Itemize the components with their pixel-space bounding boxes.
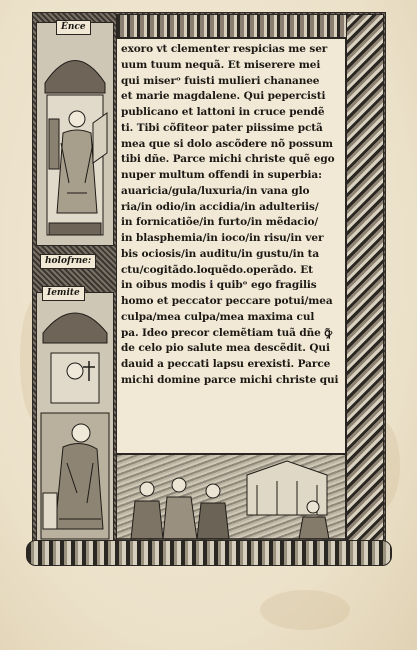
text-line: homo et peccator peccare potui/mea (121, 295, 333, 307)
gothic-text-block (116, 38, 346, 454)
text-line: ti. Tibi cõfiteor pater piissime pctã (121, 121, 323, 134)
bottom-scene-woodcut (116, 454, 346, 544)
text-line: michi domine parce michi christe qui (121, 373, 339, 386)
text-line: dauid a peccati lapsu erexisti. Parce (121, 358, 331, 370)
paper-stain (260, 590, 350, 630)
text-line: mea que si dolo ascõdere nõ possum (121, 137, 333, 150)
right-vine-border (346, 14, 384, 544)
text-line: publicano et lattoni in cruce pendẽ (121, 106, 325, 118)
text-line: de celo pio salute mea descẽdit. Qui (121, 342, 330, 355)
top-vine-border (116, 14, 348, 38)
text-line: uum tuum nequã. Et miserere mei (121, 58, 321, 71)
text-line: pa. Ideo precor clemẽtiam tuã dñe ꝙ̃ (121, 326, 333, 339)
text-line: exoro vt clementer respicias me ser (121, 43, 328, 55)
text-line: qui miserᵒ fuisti mulieri chananee (121, 74, 320, 87)
text-line: culpa/mea culpa/mea maxima cul (121, 310, 315, 323)
text-line: ria/in odio/in accidia/in adulteriis/ (121, 200, 319, 213)
text-line: in oibus modis i quibᵒ ego fragilis (121, 279, 317, 292)
label-middle-left: holofrne: (40, 254, 96, 269)
text-line: et marie magdalene. Qui pepercisti (121, 90, 326, 103)
label-top-left: Ẽnce (56, 20, 91, 35)
praying-figure-illustration (37, 293, 113, 541)
bottom-ornamental-band (26, 540, 392, 566)
text-line: tibi dñe. Parce michi christe quẽ ego (121, 153, 335, 166)
text-line: nuper multum offendi in superbia: (121, 169, 322, 181)
text-line: bis ociosis/in auditu/in gustu/in ta (121, 247, 320, 260)
text-line: auaricia/gula/luxuria/in vana glo (121, 184, 310, 197)
text-line: in blasphemia/in ioco/in risu/in ver (121, 232, 324, 244)
seated-figure-woodcut (36, 22, 114, 246)
label-lower-left: Iemite (42, 286, 85, 301)
text-line: ctu/cogitãdo.loquẽdo.operãdo. Et (121, 263, 313, 276)
text-line: in fornicatiõe/in furto/in mẽdacio/ (121, 216, 319, 229)
seated-figure-illustration (37, 23, 113, 245)
scene-illustration (117, 455, 345, 543)
praying-figure-woodcut (36, 292, 114, 542)
